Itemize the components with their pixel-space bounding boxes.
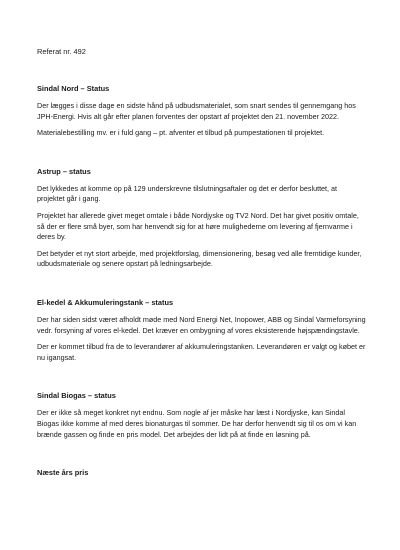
section-heading: Næste års pris: [37, 468, 89, 478]
paragraph: Projektet har allerede givet meget omtale i både Nordjyske og TV2 Nord. Det har givet positiv omtale, så der er flere små byer, som har henvendt sig for at høre mulighederne om levering af fjernvarme i deres by.: [37, 210, 359, 242]
reference-number: Referat nr. 492: [37, 47, 86, 56]
paragraph: Der er ikke så meget konkret nyt endnu. Som nogle af jer måske har læst i Nordjyske, kan Sindal Biogas ikke komme af med deres bionaturgas til sommer. De har derfor henvendt sig til os om vi kan brænde gassen og finde en pris model. Det arbejdes der lidt på at finde en løsning på.: [37, 408, 357, 439]
section-heading: Sindal Nord – Status: [37, 84, 110, 93]
paragraph: Det lykkedes at komme op på 129 underskrevne tilslutningsaftaler og det er derfor besluttet, at projektet går i gang.: [37, 183, 338, 204]
paragraph: Der er kommet tilbud fra de to leverandører af akkumuleringstanken. Leverandøren er valgt og købet er nu igangsat.: [37, 342, 366, 362]
section-astrup: [37, 167, 366, 270]
section-heading: El-kedel & Akkumuleringstank – status: [37, 297, 174, 307]
section-heading: Sindal Biogas – status: [37, 391, 116, 401]
section-sindal-nord: [37, 84, 366, 139]
section-heading: Astrup – status: [37, 166, 91, 176]
paragraph: Der har siden sidst været afholdt møde med Nord Energi Net, Inopower, ABB og Sindal Varmeforsyning vedr. forsyning af vores el-kedel. Det kræver en ombygning af vores eksisterende højspændingstavle.: [37, 314, 366, 335]
paragraph: Det betyder et nyt stort arbejde, med projektforslag, dimensionering, besøg ved alle fremtidige kunder, udbudsmateriale og senere opstart på ledningsarbejde.: [37, 248, 362, 269]
section-sindal-biogas: [37, 391, 366, 440]
paragraph: Materialebestilling mv. er i fuld gang – pt. afventer et tilbud på pumpestationen til projektet.: [37, 128, 325, 138]
section-naeste-aars-pris: [37, 468, 366, 478]
section-el-kedel: [37, 298, 366, 363]
paragraph: Der lægges i disse dage en sidste hånd på udbudsmaterialet, som snart sendes til gennemgang hos JPH-Energi. Hvis alt går efter planen forventes der opstart af projektet den 21. november 2022.: [37, 101, 356, 121]
